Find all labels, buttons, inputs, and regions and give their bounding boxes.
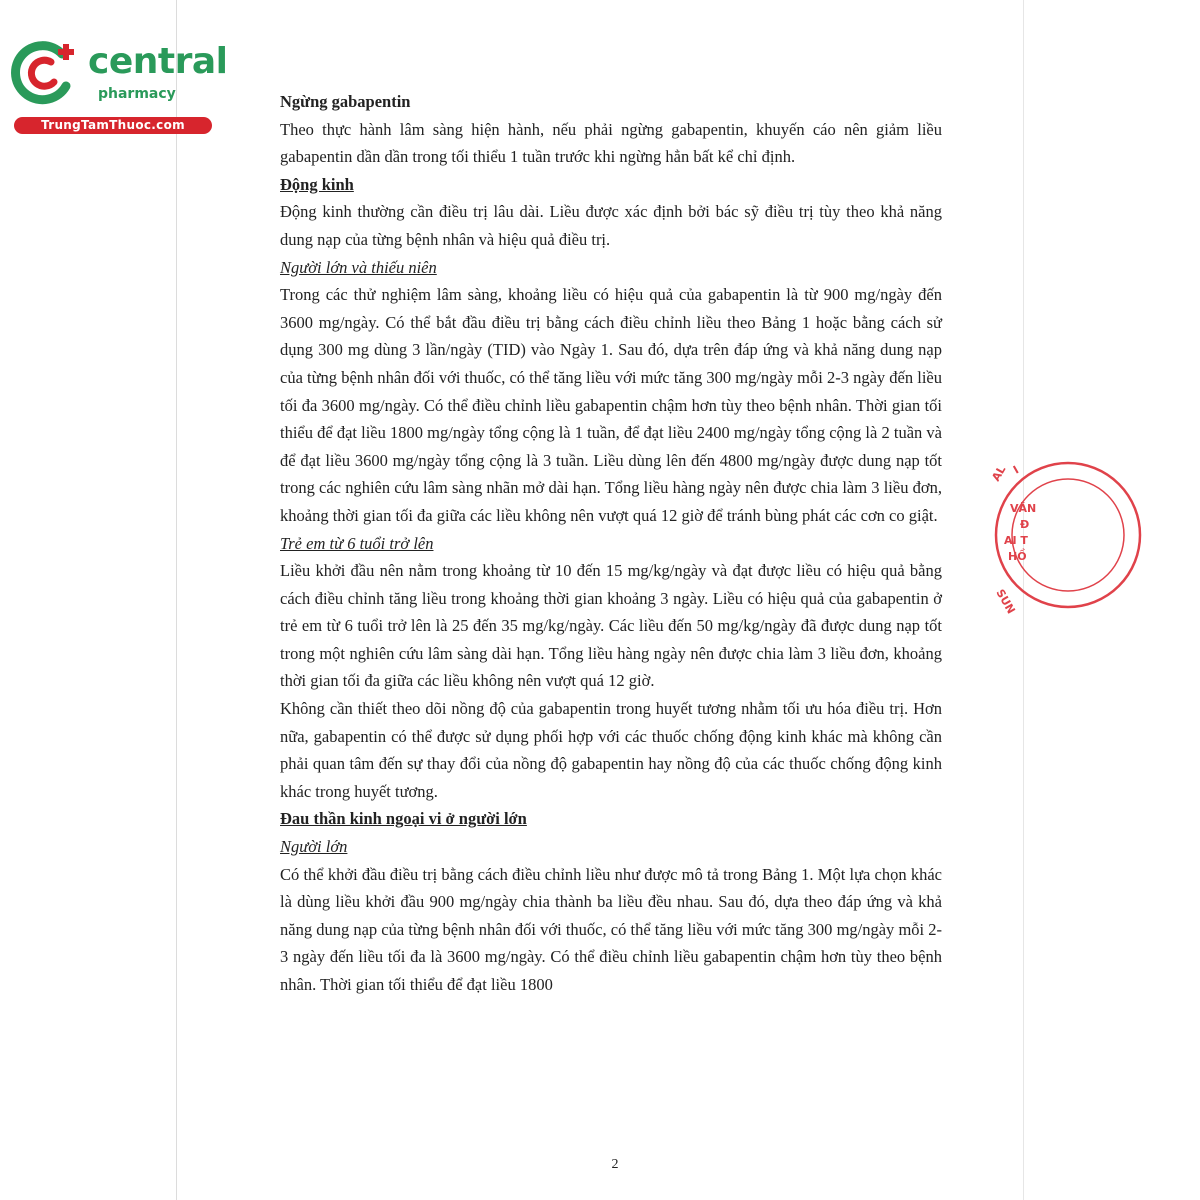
document-body xyxy=(280,88,942,999)
body-paragraph: Trong các thử nghiệm lâm sàng, khoảng liều có hiệu quả của gabapentin là từ 900 mg/ngày đến 3600 mg/ngày. Có thể bắt đầu điều trị bằng cách điều chỉnh liều theo Bảng 1 hoặc bằng cách sử dụng 300 mg dùng 3 lần/ngày (TID) vào Ngày 1. Sau đó, dựa trên đáp ứng và khả năng dung nạp của từng bệnh nhân đối với thuốc, có thể tăng liều với mức tăng 300 mg/ngày mỗi 2-3 ngày đến liều tối đa 3600 mg/ngày. Có thể điều chỉnh liều gabapentin chậm hơn tùy theo bệnh nhân. Thời gian tối thiểu để đạt liều 1800 mg/ngày tổng cộng là 1 tuần, để đạt liều 2400 mg/ngày tổng cộng là 2 tuần và để đạt liều 3600 mg/ngày tổng cộng là 3 tuần. Liều dùng lên đến 4800 mg/ngày được dung nạp tốt trong các nghiên cứu lâm sàng nhãn mở dài hạn. Tổng liều hàng ngày nên được chia làm 3 liều đơn, khoảng thời gian tối đa giữa các liều không nên vượt quá 12 giờ để tránh bùng phát các cơn co giật. xyxy=(280,285,942,525)
logo-website-bar: TrungTamThuoc.com xyxy=(14,117,212,134)
subsection-heading: Người lớn và thiếu niên xyxy=(280,257,437,277)
scan-margin-right xyxy=(1022,0,1200,1200)
body-paragraph: Có thể khởi đầu điều trị bằng cách điều chỉnh liều như được mô tả trong Bảng 1. Một lựa chọn khác là dùng liều khởi đầu 900 mg/ngày chia thành ba liều đều nhau. Sau đó, dựa theo đáp ứng và khả năng dung nạp của từng bệnh nhân đối với thuốc, có thể tăng liều với mức tăng 300 mg/ngày mỗi 2-3 ngày đến liều tối đa là 3600 mg/ngày. Có thể điều chỉnh liều gabapentin chậm hơn tùy theo bệnh nhân. Thời gian tối thiểu để đạt liều 1800 xyxy=(280,864,942,994)
logo-wordmark: central xyxy=(88,41,228,82)
svg-text:VĂN: VĂN xyxy=(1010,502,1037,515)
subsection-heading: Trẻ em từ 6 tuổi trở lên xyxy=(280,533,434,553)
scan-margin-left xyxy=(0,0,176,1200)
svg-text:I: I xyxy=(1011,463,1022,477)
central-pharmacy-logo xyxy=(10,36,228,136)
body-paragraph: Theo thực hành lâm sàng hiện hành, nếu phải ngừng gabapentin, khuyến cáo nên giảm liều gabapentin dần dần trong tối thiểu 1 tuần trước khi ngừng hẳn bất kể chỉ định. xyxy=(280,119,942,167)
svg-text:HỒ: HỒ xyxy=(1008,550,1027,563)
section-heading: Ngừng gabapentin xyxy=(280,92,411,111)
official-seal-stamp xyxy=(989,460,1037,617)
svg-text:AI T: AI T xyxy=(1004,534,1028,547)
body-paragraph: Không cần thiết theo dõi nồng độ của gabapentin trong huyết tương nhằm tối ưu hóa điều trị. Hơn nữa, gabapentin có thể được sử dụng phối hợp với các thuốc chống động kinh khác mà không cần phải quan tâm đến sự thay đổi của nồng độ gabapentin hay nồng độ của các thuốc chống động kinh khác trong huyết tương. xyxy=(280,699,942,801)
subsection-heading: Người lớn xyxy=(280,837,348,857)
pharmacy-cross-icon xyxy=(10,38,78,106)
svg-text:AL: AL xyxy=(989,463,1009,484)
body-paragraph: Động kinh thường cần điều trị lâu dài. Liều được xác định bởi bác sỹ điều trị tùy theo khả năng dung nạp của từng bệnh nhân và hiệu quả điều trị. xyxy=(280,202,942,249)
section-heading-underlined: Động kinh xyxy=(280,174,354,194)
svg-text:SUN: SUN xyxy=(993,587,1018,617)
logo-subtitle: pharmacy xyxy=(98,86,176,102)
body-paragraph: Liều khởi đầu nên nằm trong khoảng từ 10 đến 15 mg/kg/ngày và đạt được liều có hiệu quả bằng cách điều chỉnh tăng liều trong khoảng thời gian khoảng 3 ngày. Liều có hiệu quả của gabapentin ở trẻ em từ 6 tuổi trở lên là 25 đến 35 mg/kg/ngày. Các liều đến 50 mg/kg/ngày đã được dung nạp tốt trong một nghiên cứu lâm sàng dài hạn. Tổng liều hàng ngày nên được chia làm 3 liều đơn, khoảng thời gian tối đa giữa các liều không nên vượt quá 12 giờ. xyxy=(280,561,942,691)
section-heading-underlined: Đau thần kinh ngoại vi ở người lớn xyxy=(280,809,527,829)
page-number: 2 xyxy=(611,1157,619,1172)
svg-text:Đ: Đ xyxy=(1020,518,1030,531)
